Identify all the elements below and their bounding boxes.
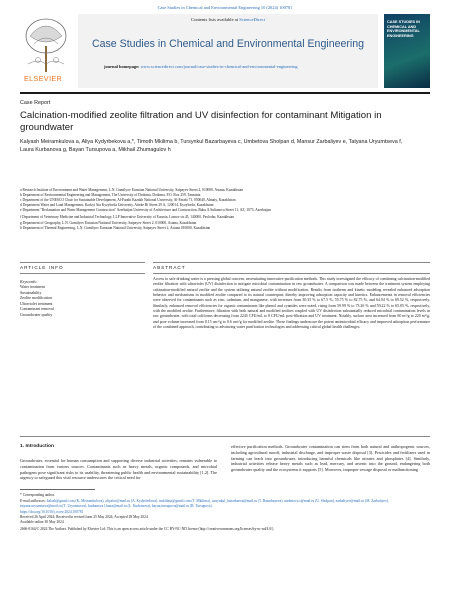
journal-info-box bbox=[78, 14, 378, 88]
journal-title: Case Studies in Chemical and Environmental Engineering bbox=[91, 38, 365, 50]
affiliation: g Department of Geography, L.N. Gumilyov Eurasian National University, Satpayev Street 2, 010000, Astana, Kazakhstan bbox=[20, 220, 197, 225]
elsevier-tree-logo bbox=[20, 14, 72, 88]
affiliation: b Department of Environmental Engineering and Management, The University of Dodoma, Dodoma, P.O. Box 259, Tanzania bbox=[20, 193, 201, 198]
keywords-label: Keywords: bbox=[20, 279, 38, 284]
author[interactable]: Tatyana Uryumtseva f, bbox=[348, 139, 403, 145]
email-addresses bbox=[20, 499, 430, 509]
info-rule-right bbox=[153, 262, 430, 263]
elsevier-wordmark: ELSEVIER bbox=[24, 76, 63, 83]
abstract-text: Access to safe drinking water is a pressing global concern, necessitating innovative purification methods. This study investigated the efficacy of combining calcination-modified zeolite filtration with ultraviolet (UV) disinfection to mitigate microbial contamination in raw groundwater. A comparison was made between the treatment system employing calcination-modified natural zeolite and the system utilizing natural zeolite without modification. Results from isotherm and kinetic modeling revealed enhanced adsorption behavior and mechanisms in modified zeolite compared to its natural counterpart, thereby improving adsorption capacity and kinetics. Enhancements in removal efficiencies were observed for contaminants such as zinc, cadmium, and manganese, with increases from 30.35 % to 67.5 %, 55.75 % to 82.75 %, and 64.04 % to 69.52 %, respectively. Similarly, enhanced removal efficiencies for organic contaminants like phenol and cyanides were noted, rising from 59.99 % to 73.26 % and 59.22 % to 65.05 %, respectively, with the modified zeolite. Furthermore, filtration with both natural and modified zeolites coupled with UV disinfection substantially reduced microbial contamination levels in raw groundwater, with total coliforms decreasing from 2245 CFU/mL to 8 CFU/mL post-filtration and UV treatment. Notably, surface area increased from 60 m²/g to 220 m²/g, and pore volume increased from 0.15 cm³/g to 0.6 cm³/g for modified zeolite. These findings underscore the potent antimicrobial efficacy and improved adsorption performance of the combined approach, contributing to advancing water purification technologies and addressing critical global health challenges. bbox=[153, 277, 430, 330]
affiliation-list bbox=[20, 188, 430, 231]
author[interactable]: Mikhail Zhumagulov h bbox=[118, 147, 171, 154]
keyword-list bbox=[20, 285, 54, 318]
doi-link[interactable]: https://doi.org/10.1016/j.cscee.2024.100781 bbox=[20, 510, 84, 515]
info-subrule-left bbox=[20, 273, 145, 274]
header-divider bbox=[20, 92, 430, 94]
journal-homepage bbox=[104, 64, 354, 70]
abstract-end-rule bbox=[20, 436, 430, 437]
introduction-left-column: Groundwater, essential for human consumption and supporting diverse industrial activities, remains vulnerable to contamination from various sources. Contaminants such as heavy metals, organic compounds, and microbial pathogens pose significant risks to its usability, threatening public health and environmental sustainability [1,2]. The urgency to safeguard this vital resource underscores the critical need for bbox=[20, 458, 217, 481]
journal-cover-image bbox=[384, 14, 430, 88]
article-info-heading: ARTICLE INFO bbox=[20, 265, 64, 270]
introduction-heading: 1. Introduction bbox=[20, 444, 54, 449]
author-list bbox=[20, 138, 410, 154]
author[interactable]: Aliya Kydyrbekova a,*, bbox=[81, 139, 136, 145]
author[interactable]: Mansur Zarbaliyev e, bbox=[296, 139, 348, 145]
info-subrule-right bbox=[153, 273, 430, 274]
keyword: Contaminant removal bbox=[20, 307, 54, 311]
homepage-label: journal homepage: bbox=[104, 64, 140, 69]
contents-line bbox=[78, 17, 378, 22]
article-title: Calcination-modified zeolite filtration and UV disinfection for contaminant Mitigation in groundwater bbox=[20, 110, 382, 133]
corresponding-author-note: * Corresponding author. bbox=[20, 493, 55, 497]
keyword: Zeolite modification bbox=[20, 296, 52, 300]
affiliation: a Research Institute of Environment and Water Management, L.N. Gumilyov Eurasian National University, Satpayev Street 2, 010000, Astana, Kazakhstan bbox=[20, 188, 244, 192]
sciencedirect-link[interactable]: ScienceDirect bbox=[239, 17, 265, 22]
journal-citation-line: Case Studies in Chemical and Environmental Engineering 10 (2024) 100781 bbox=[157, 5, 293, 10]
article-type: Case Report bbox=[20, 100, 51, 106]
received-dates: Received 26 April 2024; Received in revised form 25 May 2024; Accepted 28 May 2024 bbox=[20, 515, 148, 520]
affiliation: c Department of the UNESCO Chair for Sustainable Development, Al-Farabi Kazakh National University, Al-Farabi 71, 050040, Almaty, Kazakhstan bbox=[20, 198, 236, 203]
author[interactable]: Laura Kurbanova g, bbox=[20, 147, 68, 154]
footnotes bbox=[20, 493, 430, 532]
cover-title: CASE STUDIES IN CHEMICAL AND ENVIRONMENTAL ENGINEERING bbox=[387, 20, 420, 38]
homepage-link[interactable]: www.sciencedirect.com/journal/case-studies-in-chemical-and-environmental-engineering bbox=[140, 64, 298, 69]
keyword: Ultraviolet treatment bbox=[20, 301, 53, 306]
journal-header bbox=[20, 14, 430, 88]
abstract-heading: ABSTRACT bbox=[153, 265, 186, 270]
affiliation: f Department of Veterinary Medicine and Industrial Technology, LLP Innovative University of Eurasia, Lomov str.45, 140000, Pavlodar, Kazakhstan bbox=[20, 215, 234, 220]
introduction-right-column: effective purification methods. Groundwater contamination can stem from both natural and anthropogenic sources, including agricultural runoff, industrial discharge, and improper waste disposal [3]. Pesticides and fertilizers used in farming can leach into groundwater, introducing harmful chemicals like nitrates and phosphates [4]. Similarly, industrial activities release heavy metals such as lead, mercury, and arsenic into the ground, endangering both groundwater quality and the ecosystems it supports [5]. Moreover, improper sewage disposal or malfunctioning bbox=[231, 444, 430, 473]
affiliation: d Department Water and Land Management, Korkyt Ata Kyzylorda University, Aiteke Bi Street 29 A, 120014, Kyzylorda, Kazakhstan bbox=[20, 203, 214, 208]
emails-label: E-mail addresses: bbox=[20, 499, 46, 504]
affiliation: h Department of Thermal Engineering, L.N. Gumilyov Eurasian National University, Satpayev Street 2, Astana 010000, Kazakhstan bbox=[20, 225, 211, 230]
email-list[interactable]: kalash@gmail.com (K. Meiramkulova), aliyafor@mail.ru (A. Kydyrbekova), tmkilima@gmail.com (T. Mkilima), tursynkul_bazarbaeva@mail.ru (T. Bazarbayeva), umbetova.s@mail.ru (U. Sholpan), zarbaliyev@mail.ru (M. Zarbaliyev), tatyana.uryumtseva@mail.ru (T. Uryumtseva), kurbanova.l.laura@mail.ru (L. Kurbanova), bayan.tursupova@mail.ru (B. Tursupova). bbox=[20, 499, 389, 509]
author[interactable]: Bayan Tursupova a, bbox=[68, 147, 117, 154]
author[interactable]: Tursynkul Bazarbayeva c, bbox=[180, 139, 243, 145]
author[interactable]: Umbetova Sholpan d, bbox=[243, 139, 296, 145]
keyword: Groundwater quality bbox=[20, 312, 53, 317]
affiliation: e Department "Reclamation and Water Management Construction" Azerbaijan University of Architecture and Construction, Baku A.Sultanova Street 11, AZ, 1073, Azerbaijan bbox=[20, 208, 271, 213]
copyright-license: 2666-0164/© 2024 The Authors. Published by Elsevier Ltd. This is an open access article under the CC BY-NC-ND license (http://creativecommons.org/licenses/by-nc-nd/4.0/). bbox=[20, 526, 275, 531]
info-rule-left bbox=[20, 262, 145, 263]
author[interactable]: Kalyash Meiramkulova a, bbox=[20, 139, 81, 145]
contents-prefix: Contents lists available at bbox=[191, 17, 240, 22]
keyword: Sustainability bbox=[20, 290, 42, 295]
available-online: Available online 30 May 2024 bbox=[20, 520, 64, 525]
footnote-rule bbox=[20, 489, 95, 490]
author[interactable]: Timoth Mkilima b, bbox=[136, 139, 179, 145]
keyword: Water treatment bbox=[20, 285, 45, 289]
